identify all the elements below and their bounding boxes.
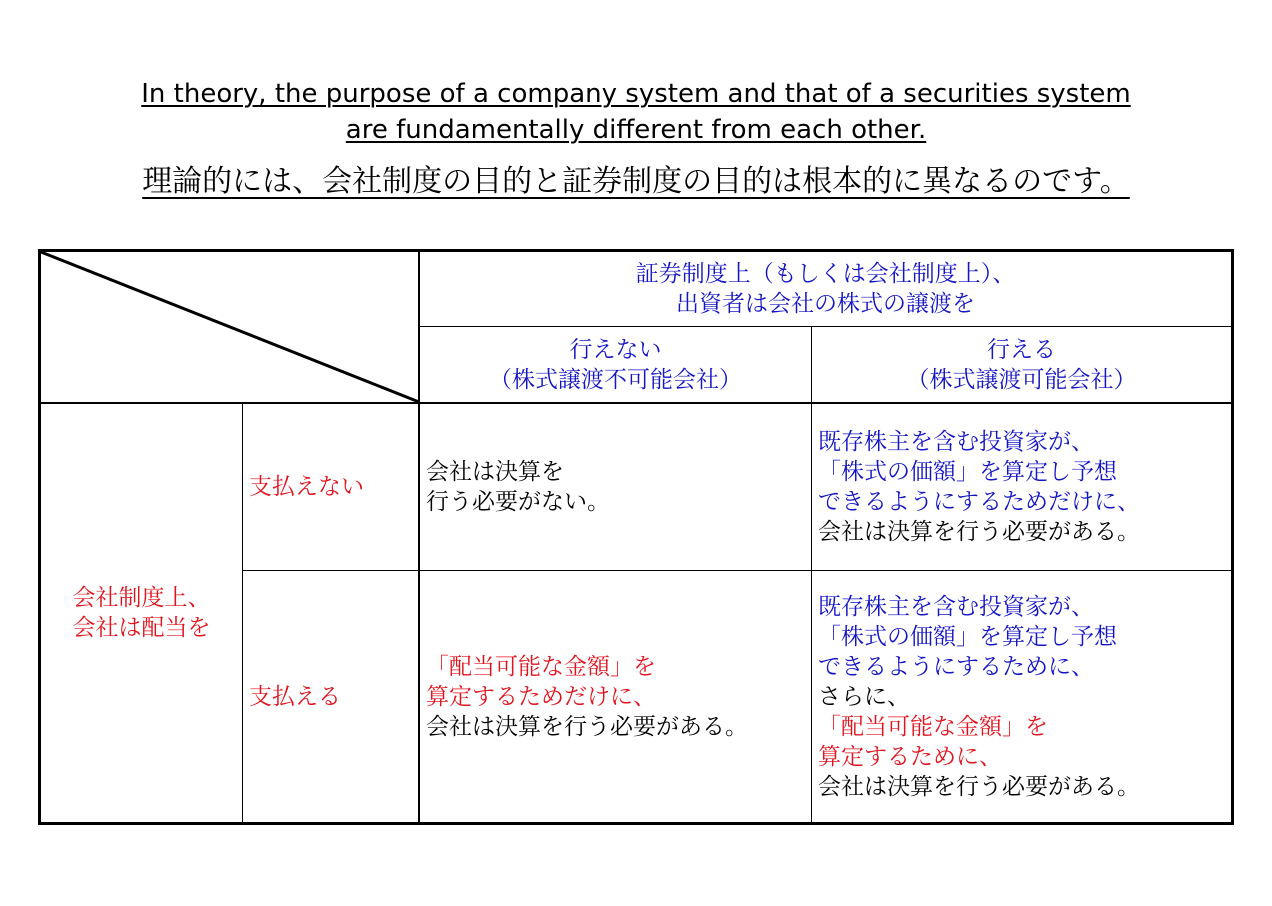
cell-r2c2-line-7: 会社は決算を行う必要がある。 xyxy=(818,773,1140,800)
cell-r2c2-line-6: 算定するために、 xyxy=(818,743,1002,770)
header-securities-line-1: 証券制度上（もしくは会社制度上）、 xyxy=(635,261,1016,287)
title-english-line-2 xyxy=(0,112,1272,148)
row-header-can-pay xyxy=(243,571,418,822)
title-english-line-1 xyxy=(0,76,1272,112)
cell-r2c2-line-2: 「株式の価額」を算定し予想 xyxy=(818,623,1117,650)
row-header-cannot-pay xyxy=(243,404,418,570)
title-japanese xyxy=(0,160,1272,204)
row-group-line-2: 会社は配当を xyxy=(72,615,211,641)
cell-cannot-pay-cannot-transfer xyxy=(420,404,811,570)
cell-r1c1-line-2: 行う必要がない。 xyxy=(426,489,610,515)
cell-can-pay-cannot-transfer xyxy=(420,571,811,822)
header-securities-line-2: 出資者は会社の株式の譲渡を xyxy=(676,291,975,317)
title-english-line-1-text: In theory, the purpose of a company system and that of a securities system xyxy=(141,79,1131,109)
column-cannot-line-1: 行えない xyxy=(569,336,662,363)
cell-r2c1-line-3: 会社は決算を行う必要がある。 xyxy=(426,713,748,740)
cell-r1c2-line-2: 「株式の価額」を算定し予想 xyxy=(818,459,1117,485)
comparison-table xyxy=(38,249,1234,825)
row-group-header-dividend xyxy=(41,404,242,822)
header-securities-transfer xyxy=(420,252,1231,326)
cell-r1c2-line-3: できるようにするためだけに、 xyxy=(818,489,1140,515)
corner-diagonal-line xyxy=(41,252,421,404)
column-header-can-transfer xyxy=(812,327,1231,402)
cell-r2c1-line-2: 算定するためだけに、 xyxy=(426,683,656,710)
cell-r2c2-line-4: さらに、 xyxy=(818,683,910,710)
column-can-line-2: （株式譲渡可能会社） xyxy=(906,366,1137,393)
row-group-line-1: 会社制度上、 xyxy=(72,585,211,611)
column-can-line-1: 行える xyxy=(987,336,1056,363)
column-header-cannot-transfer xyxy=(420,327,811,402)
cell-r2c2-line-3: できるようにするために、 xyxy=(818,653,1094,680)
cell-r1c1-line-1: 会社は決算を xyxy=(426,459,564,485)
cell-r1c2-line-4: 会社は決算を行う必要がある。 xyxy=(818,519,1140,545)
row-can-pay-label: 支払える xyxy=(249,683,341,710)
title-japanese-text: 理論的には、会社制度の目的と証券制度の目的は根本的に異なるのです。 xyxy=(142,164,1130,199)
cell-r2c1-line-1: 「配当可能な金額」を xyxy=(426,653,656,680)
cell-can-pay-can-transfer xyxy=(812,571,1231,822)
column-cannot-line-2: （株式譲渡不可能会社） xyxy=(489,366,742,393)
cell-r2c2-line-5: 「配当可能な金額」を xyxy=(818,713,1048,740)
title-english-line-2-text: are fundamentally different from each other. xyxy=(345,115,927,145)
row-cannot-pay-label: 支払えない xyxy=(249,474,364,500)
cell-r1c2-line-1: 既存株主を含む投資家が、 xyxy=(818,429,1094,455)
cell-r2c2-line-1: 既存株主を含む投資家が、 xyxy=(818,593,1094,620)
cell-cannot-pay-can-transfer xyxy=(812,404,1231,570)
